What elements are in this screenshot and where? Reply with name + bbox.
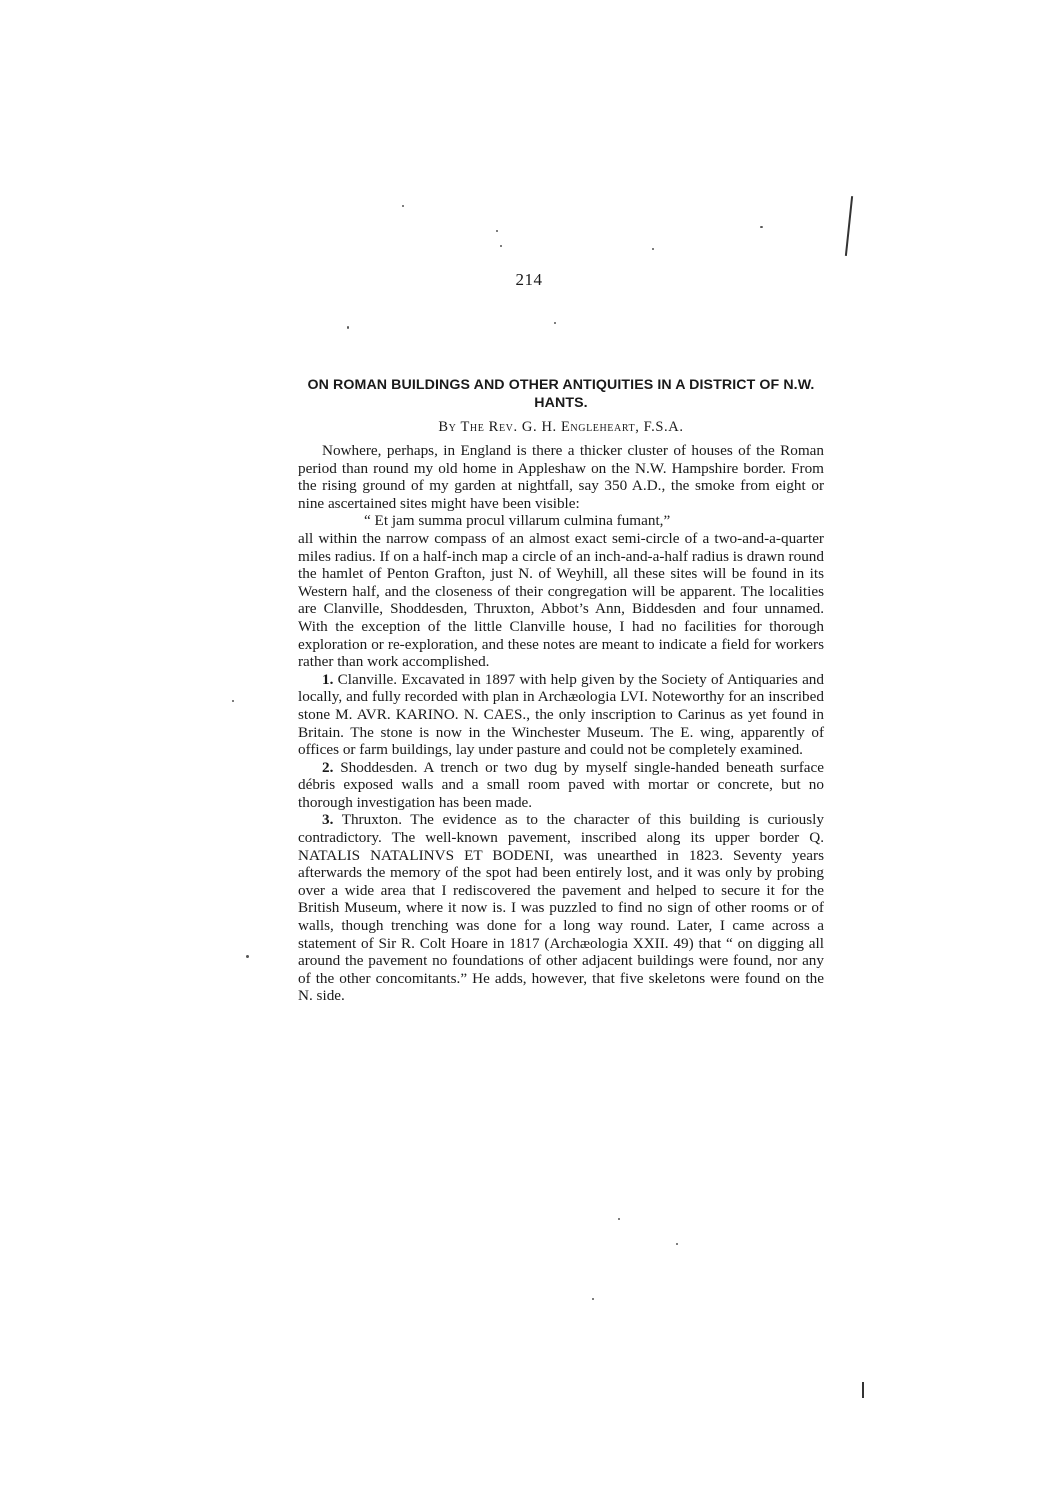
- scan-speck: [347, 326, 349, 329]
- section-paragraph-3: [298, 811, 824, 1005]
- continuation-paragraph: all within the narrow compass of an almost exact semi-circle of a two-and-a-quarter miles radius. If on a half-inch map a circle of an inch-and-a-half radius is drawn round the hamlet of Penton Grafton, just N. of Weyhill, all these sites will be found in its Western half, and the closeness of their congregation will be apparent. The localities are Clanville, Shoddesden, Thruxton, Abbot’s Ann, Biddesden and four unnamed. With the exception of the little Clanville house, I had no facilities for thorough exploration or re-exploration, and these notes are meant to indicate a field for workers rather than work accomplished.: [298, 529, 824, 671]
- scan-speck: [592, 1298, 594, 1300]
- article-byline: By The Rev. G. H. Engleheart, F.S.A.: [438, 419, 684, 435]
- latin-quotation: “ Et jam summa procul villarum culmina fumant,”: [364, 512, 671, 530]
- article-body: [298, 442, 824, 1005]
- scan-speck: [676, 1243, 678, 1245]
- scan-speck: [496, 230, 498, 232]
- scan-edge-mark: [862, 1382, 864, 1398]
- scan-speck: [246, 955, 249, 958]
- section-number: 3.: [322, 811, 334, 829]
- intro-paragraph: Nowhere, perhaps, in England is there a thicker cluster of houses of the Roman period than round my old home in Appleshaw on the N.W. Hampshire border. From the rising ground of my garden at nightfall, say 350 A.D., the smoke from eight or nine ascertained sites might have been visible:: [298, 442, 824, 512]
- section-text: Clanville. Excavated in 1897 with help given by the Society of Antiquaries and locally, and fully recorded with plan in Archæologia LVI. Noteworthy for an inscribed stone M. AVR. KARINO. N. CAES., the only inscription to Carinus as yet found in Britain. The stone is now in the Winchester Museum. The E. wing, apparently of offices or farm buildings, lay under pasture and could not be completely examined.: [298, 670, 824, 759]
- section-number: 1.: [322, 670, 334, 688]
- section-paragraph-2: [298, 759, 824, 812]
- section-text: Thruxton. The evidence as to the character of this building is curiously contradictory. The well-known pavement, inscribed along its upper border Q. NATALIS NATALINVS ET BODENI, was unearthed in 1823. Seventy years afterwards the memory of the spot had been entirely lost, and it was only by probing over a wide area that I rediscovered the pavement and helped to secure it for the British Museum, where it now is. I was puzzled to find no sign of other rooms or of walls, though trenching was done for a long way round. Later, I came across a statement of Sir R. Colt Hoare in 1817 (Archæologia XXII. 49) that “ on digging all around the pavement no foundations of other adjacent buildings were found, nor any of the other concomitants.” He adds, however, that five skeletons were found on the N. side.: [298, 811, 824, 1005]
- scan-speck: [760, 226, 763, 228]
- section-paragraph-1: [298, 671, 824, 759]
- article-title: ON ROMAN BUILDINGS AND OTHER ANTIQUITIES IN A DISTRICT OF N.W. HANTS.: [307, 377, 815, 411]
- section-text: Shoddesden. A trench or two dug by myself single-handed beneath surface débris exposed walls and a small room paved with mortar or concrete, but no thorough investigation has been made.: [298, 758, 825, 811]
- scan-speck: [652, 248, 654, 250]
- scan-edge-mark: [845, 196, 853, 256]
- scan-speck: [500, 245, 502, 247]
- section-number: 2.: [322, 758, 334, 776]
- scan-speck: [232, 700, 234, 702]
- scan-speck: [402, 205, 404, 207]
- scan-speck: [618, 1218, 620, 1220]
- article: [298, 376, 824, 1005]
- page-number: 214: [515, 270, 543, 289]
- scan-speck: [554, 322, 556, 324]
